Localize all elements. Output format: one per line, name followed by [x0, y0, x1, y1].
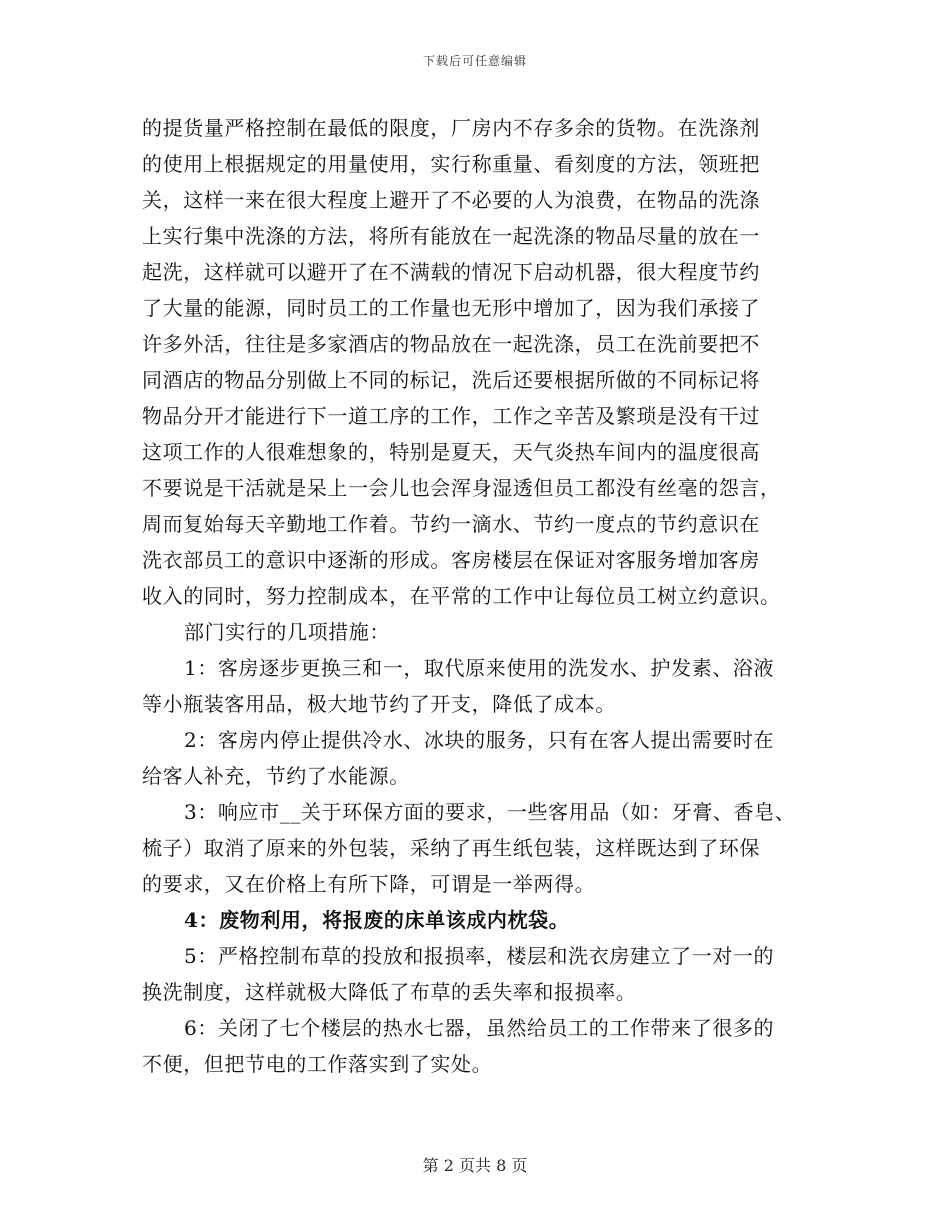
text-line: 换洗制度，这样就极大降低了布草的丢失率和报损率。	[142, 980, 637, 1004]
text-line: 不要说是干活就是呆上一会儿也会浑身湿透但员工都没有丝毫的怨言，	[142, 476, 781, 500]
text-line: 梳子）取消了原来的外包装，采纳了再生纸包装，这样既达到了环保	[142, 836, 760, 860]
text-line: 1：客房逐步更换三和一，取代原来使用的洗发水、护发素、浴液	[184, 656, 775, 680]
text-line: 物品分开才能进行下一道工序的工作，工作之辛苦及繁琐是没有干过	[142, 404, 760, 428]
text-line: 的使用上根据规定的用量使用，实行称重量、看刻度的方法，领班把	[142, 152, 760, 176]
text-line: 给客人补充，节约了水能源。	[142, 764, 410, 788]
text-line: 不便，但把节电的工作落实到了实处。	[142, 1052, 493, 1076]
text-line: 的要求，又在价格上有所下降，可谓是一举两得。	[142, 872, 596, 896]
text-line: 洗衣部员工的意识中逐渐的形成。客房楼层在保证对客服务增加客房	[142, 548, 760, 572]
text-line: 等小瓶装客用品，极大地节约了开支，降低了成本。	[142, 692, 616, 716]
text-line: 3：响应市__关于环保方面的要求，一些客用品（如：牙膏、香皂、	[184, 800, 796, 824]
text-line: 关，这样一来在很大程度上避开了不必要的人为浪费，在物品的洗涤	[142, 188, 760, 212]
text-line: 周而复始每天辛勤地工作着。节约一滴水、节约一度点的节约意识在	[142, 512, 760, 536]
text-line: 这项工作的人很难想象的，特别是夏天，天气炎热车间内的温度很高	[142, 440, 760, 464]
text-line: 许多外活，往往是多家酒店的物品放在一起洗涤，员工在洗前要把不	[142, 332, 760, 356]
document-body	[142, 110, 822, 1082]
text-line: 收入的同时，努力控制成本，在平常的工作中让每位员工树立约意识。	[142, 584, 781, 608]
text-line: 6：关闭了七个楼层的热水七器，虽然给员工的工作带来了很多的	[184, 1016, 775, 1040]
text-line: 5：严格控制布草的投放和报损率，楼层和洗衣房建立了一对一的	[184, 944, 775, 968]
text-line: 2：客房内停止提供冷水、冰块的服务，只有在客人提出需要时在	[184, 728, 775, 752]
page-header: 下载后可任意编辑	[422, 54, 527, 68]
text-line: 起洗，这样就可以避开了在不满载的情况下启动机器，很大程度节约	[142, 260, 760, 284]
text-line: 部门实行的几项措施：	[184, 620, 390, 644]
text-line: 同酒店的物品分别做上不同的标记，洗后还要根据所做的不同标记将	[142, 368, 760, 392]
page-footer: 第 2 页共 8 页	[422, 1156, 528, 1175]
text-line: 4：废物利用，将报废的床单该成内枕袋。	[184, 908, 570, 932]
text-line: 了大量的能源，同时员工的工作量也无形中增加了，因为我们承接了	[142, 296, 760, 320]
text-line: 上实行集中洗涤的方法，将所有能放在一起洗涤的物品尽量的放在一	[142, 224, 760, 248]
text-line: 的提货量严格控制在最低的限度，厂房内不存多余的货物。在洗涤剂	[142, 116, 760, 140]
